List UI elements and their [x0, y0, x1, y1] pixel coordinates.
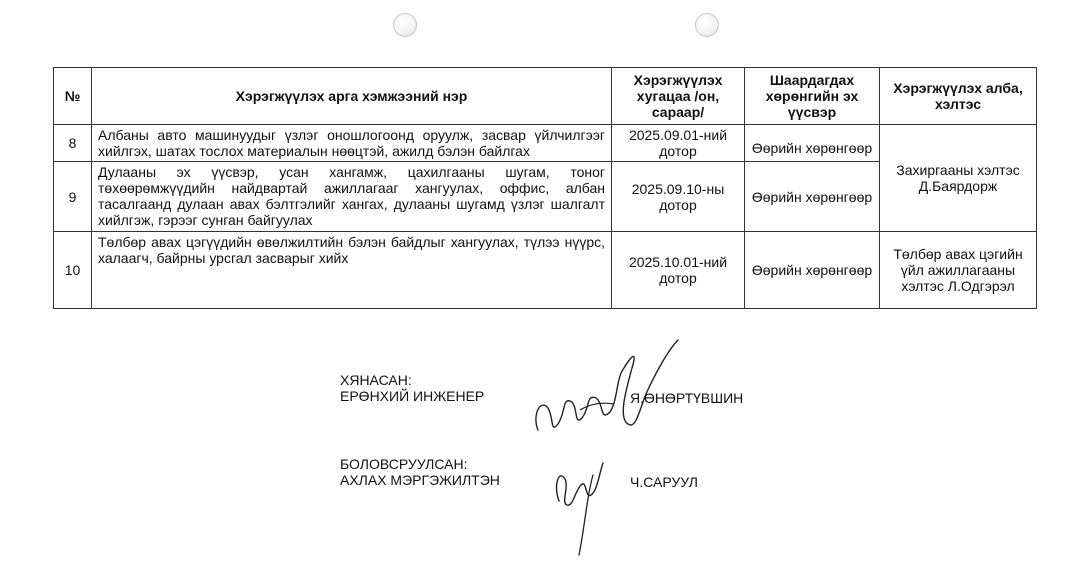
- header-deadline: Хэрэгжүүлэх хугацаа /он, сараар/: [612, 68, 745, 125]
- punch-hole-left: [393, 13, 417, 37]
- row-number: 8: [54, 125, 92, 162]
- deadline: 2025.09.10-ны дотор: [612, 162, 745, 232]
- table-header-row: [54, 68, 1037, 125]
- table-row: [54, 125, 1037, 162]
- reviewer-name: Я.ӨНӨРТҮВШИН: [630, 390, 744, 406]
- header-no: №: [54, 68, 92, 125]
- reviewed-position: ЕРӨНХИЙ ИНЖЕНЕР: [340, 388, 485, 404]
- deadline: 2025.09.01-ний дотор: [612, 125, 745, 162]
- action-plan-table: [53, 67, 1037, 309]
- action-name: Төлбөр авах цэгүүдийн өвөлжилтийн бэлэн байдлыг хангуулах, түлээ нүүрс, халаагч, байрны урсгал засварыг хийх: [92, 232, 612, 309]
- header-source: Шаардагдах хөрөнгийн эх үүсвэр: [745, 68, 880, 125]
- header-name: Хэрэгжүүлэх арга хэмжээний нэр: [92, 68, 612, 125]
- prepared-by-block: [340, 456, 500, 488]
- prepared-position: АХЛАХ МЭРГЭЖИЛТЭН: [340, 472, 500, 488]
- preparer-name: Ч.САРУУЛ: [630, 474, 698, 490]
- header-responsible: Хэрэгжүүлэх алба, хэлтэс: [880, 68, 1037, 125]
- row-number: 9: [54, 162, 92, 232]
- funding-source: Өөрийн хөрөнгөөр: [745, 232, 880, 309]
- deadline: 2025.10.01-ний дотор: [612, 232, 745, 309]
- reviewed-by-block: [340, 372, 484, 404]
- responsible-department: Төлбөр авах цэгийн үйл ажиллагааны хэлтэс Л.Одгэрэл: [880, 232, 1037, 309]
- funding-source: Өөрийн хөрөнгөөр: [745, 162, 880, 232]
- responsible-department: Захиргааны хэлтэс Д.Баярдорж: [880, 125, 1037, 232]
- action-name: Албаны авто машинуудыг үзлэг оношлогоонд оруулж, засвар үйлчилгээг хийлгэх, шатах тослох материалын нөөцтэй, ажилд бэлэн байлгах: [92, 125, 612, 162]
- funding-source: Өөрийн хөрөнгөөр: [745, 125, 880, 162]
- row-number: 10: [54, 232, 92, 309]
- reviewed-label: ХЯНАСАН:: [340, 372, 412, 388]
- punch-hole-right: [695, 13, 719, 37]
- table-row: [54, 232, 1037, 309]
- prepared-label: БОЛОВСРУУЛСАН:: [340, 456, 468, 472]
- signature-preparer: [545, 455, 615, 565]
- action-name: Дулааны эх үүсвэр, усан хангамж, цахилгааны шугам, тоног төхөөрөмжүүдийн найдвартай ажиллагааг хангуулах, оффис, албан тасалгаанд дулаан авах бэлтгэлийг хангах, дулааны шугамд үзлэг шалгалт хийлгэж, гэрээг сунган байгуулах: [92, 162, 612, 232]
